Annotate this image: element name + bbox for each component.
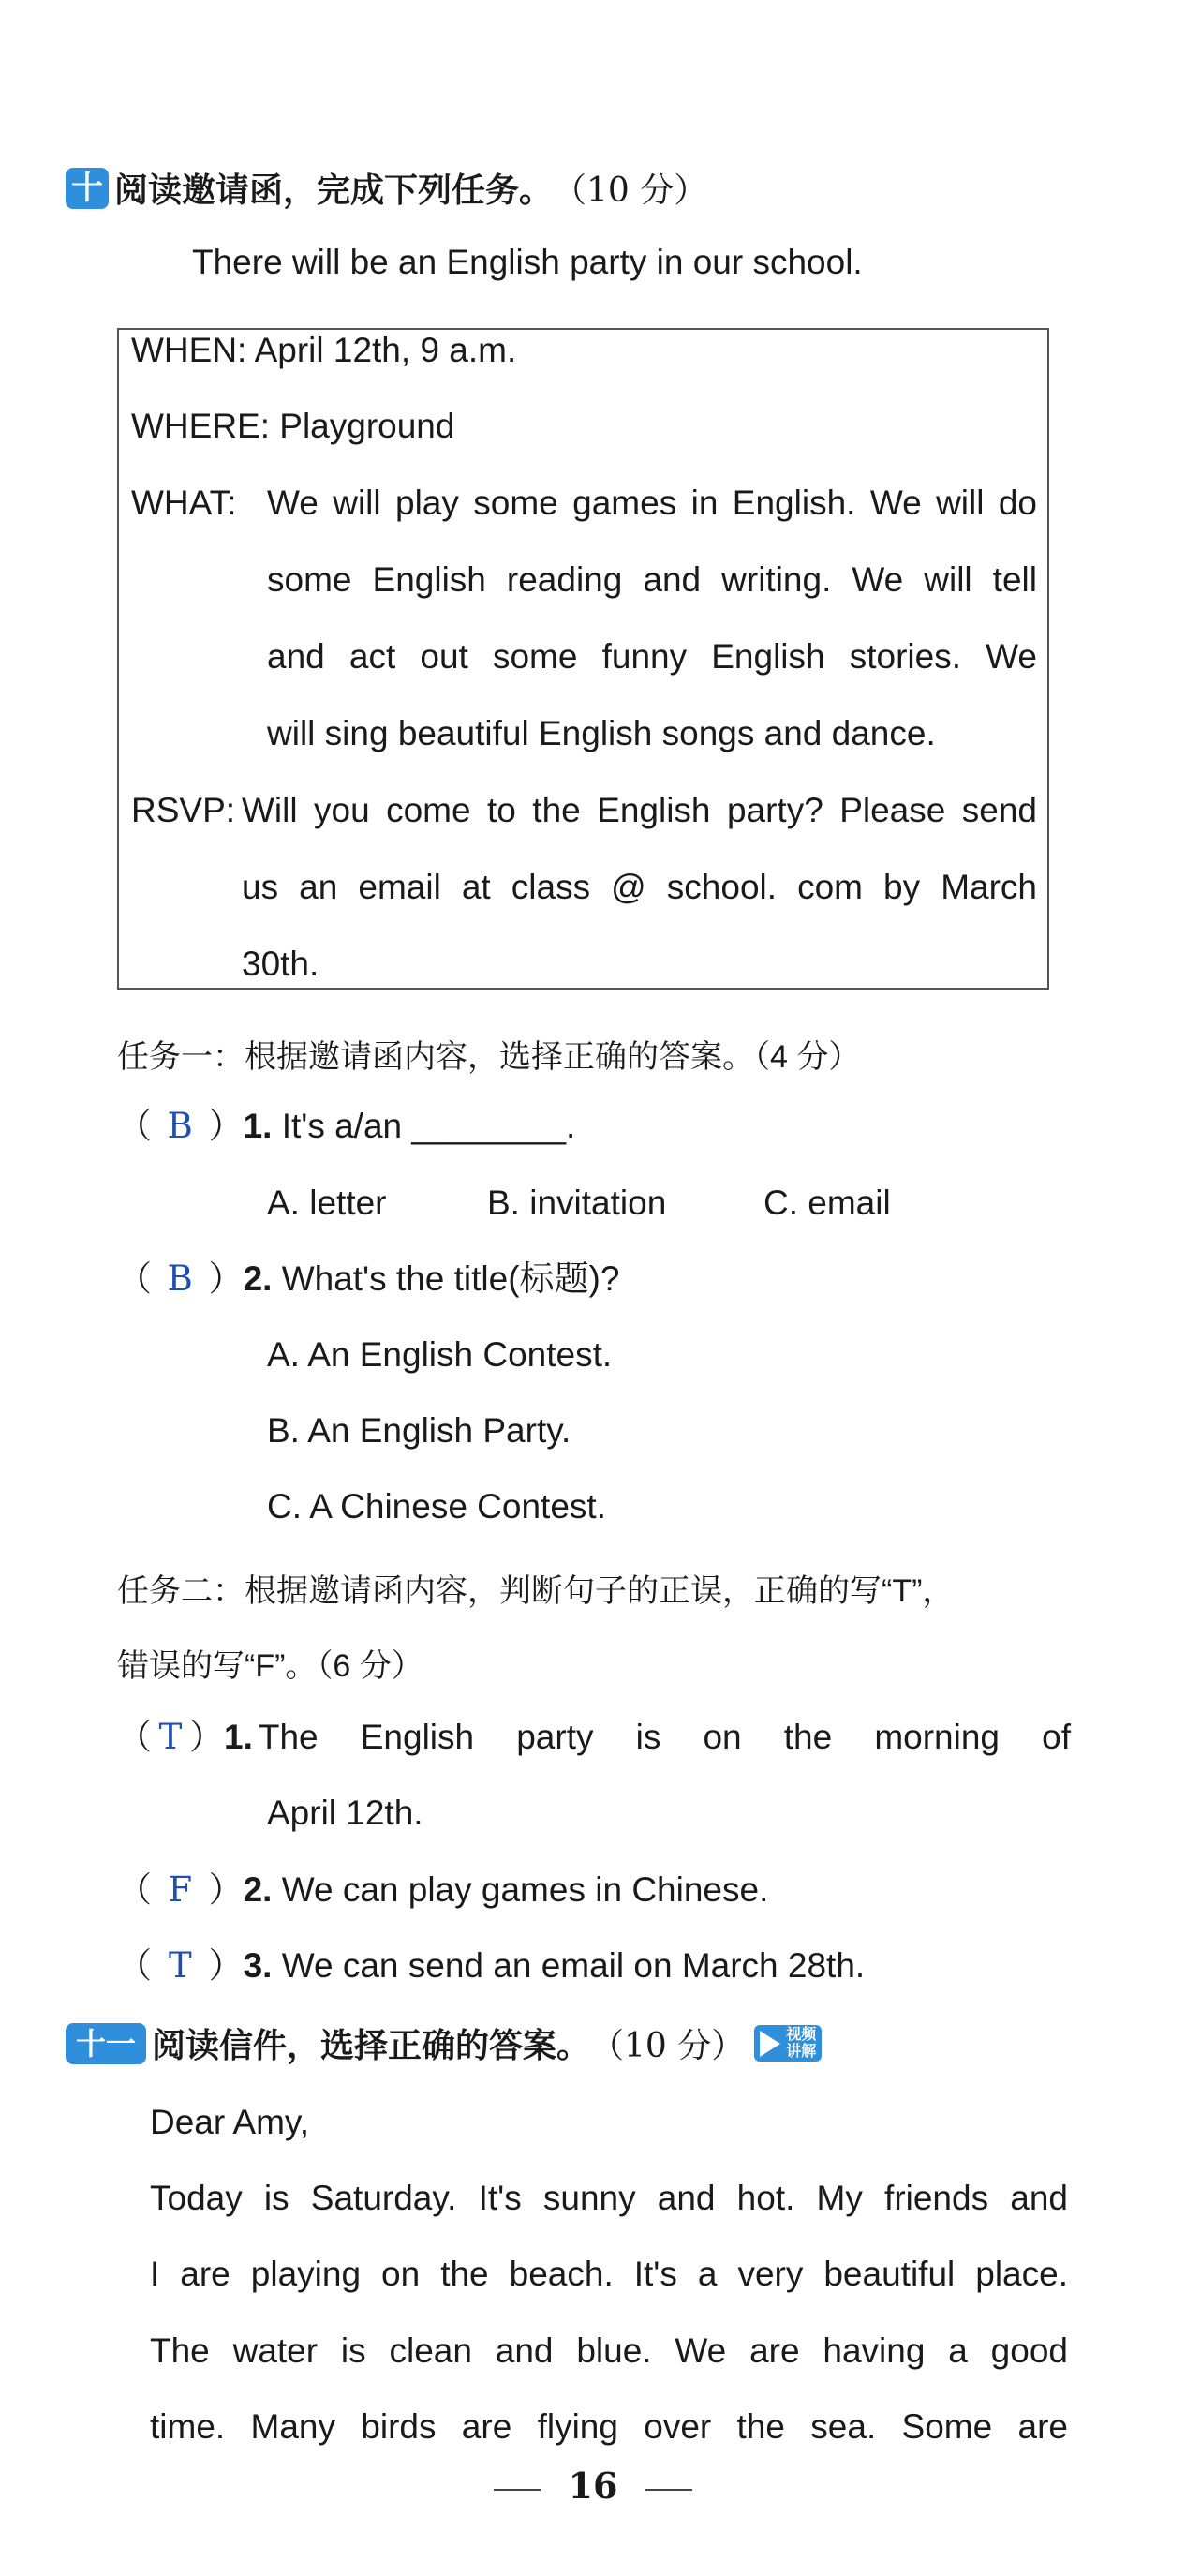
paren-close: ） — [208, 1259, 244, 1298]
paren-open: （ — [117, 1946, 152, 1985]
section-number-badge: 十 — [66, 168, 109, 209]
question-number: 2. — [243, 1870, 273, 1909]
answer-mark: F — [168, 1869, 193, 1910]
where-label: WHERE: — [131, 407, 270, 445]
task1-question-1 — [117, 1106, 575, 1147]
section-title: 阅读邀请函，完成下列任务。 — [114, 171, 554, 209]
letter-line: The water is clean and blue. We are having a good — [150, 2331, 1068, 2370]
page-number: 16 — [568, 2464, 618, 2507]
section-score: （10 分） — [553, 171, 708, 210]
invitation-where — [131, 406, 454, 447]
answer-mark: B — [167, 1258, 193, 1299]
paren-close: ） — [208, 1107, 244, 1145]
answer-mark: B — [167, 1106, 193, 1146]
letter-greeting: Dear Amy, — [150, 2103, 309, 2141]
paren-close: ） — [189, 1718, 224, 1756]
section-score: （10 分） — [590, 2027, 746, 2065]
paren-open: （ — [117, 1870, 152, 1909]
where-value: Playground — [279, 407, 455, 445]
when-label: WHEN: — [131, 331, 247, 369]
play-icon — [760, 2031, 780, 2057]
question-text: What's the title(标题)? — [281, 1259, 620, 1298]
footer-dash — [645, 2489, 692, 2491]
video-explanation-button[interactable] — [754, 2025, 822, 2062]
page-footer — [0, 2464, 1186, 2507]
task2-question-3 — [117, 1945, 865, 1987]
footer-dash — [494, 2489, 541, 2491]
answer-mark: T — [168, 1945, 192, 1986]
question-text: It's a/an ________. — [281, 1107, 576, 1145]
video-label: 讲解 — [786, 2043, 817, 2060]
option: A. An English Contest. — [267, 1335, 613, 1374]
intro-sentence: There will be an English party in our school. — [192, 243, 863, 281]
letter-line: I are playing on the beach. It's a very beautiful place. — [150, 2255, 1068, 2293]
paren-open: （ — [117, 1259, 152, 1298]
rsvp-line: Will you come to the English party? Please send — [242, 791, 1037, 829]
task2-heading-line-1: 任务二：根据邀请函内容，判断句子的正误，正确的写“T”， — [117, 1573, 955, 1609]
option: B. An English Party. — [267, 1411, 571, 1450]
what-label: WHAT: — [131, 484, 237, 522]
question-text: We can play games in Chinese. — [281, 1870, 769, 1909]
question-number: 3. — [243, 1946, 273, 1985]
rsvp-label: RSVP: — [131, 791, 236, 829]
task2-heading-line-2: 错误的写“F”。（6 分） — [117, 1648, 423, 1684]
section-11-heading — [66, 2019, 822, 2067]
section-number-badge: 十一 — [66, 2023, 146, 2064]
letter-line: time. Many birds are flying over the sea. Some are — [150, 2407, 1068, 2446]
rsvp-line: 30th. — [242, 945, 319, 983]
video-label: 视频 — [786, 2026, 817, 2043]
paren-close: ） — [208, 1870, 244, 1909]
question-text: The English party is on the morning of — [258, 1718, 1071, 1756]
option: C. A Chinese Contest. — [267, 1487, 606, 1526]
paren-close: ） — [208, 1946, 244, 1985]
task2-question-1 — [117, 1717, 1071, 1758]
question-text-continued: April 12th. — [267, 1794, 423, 1832]
task2-question-2 — [117, 1869, 768, 1911]
section-10-heading — [66, 164, 707, 212]
what-line: will sing beautiful English songs and dance. — [267, 714, 936, 752]
section-title: 阅读信件，选择正确的答案。 — [152, 2026, 591, 2064]
task1-question-2 — [117, 1258, 619, 1300]
option: C. email — [763, 1184, 891, 1222]
when-value: April 12th, 9 a.m. — [254, 331, 517, 369]
answer-mark: T — [158, 1717, 183, 1757]
invitation-when — [131, 330, 516, 371]
option: B. invitation — [487, 1184, 667, 1222]
what-line: We will play some games in English. We will do — [267, 484, 1037, 522]
what-line: some English reading and writing. We will tell — [267, 560, 1037, 599]
question-text: We can send an email on March 28th. — [281, 1946, 866, 1985]
option: A. letter — [267, 1184, 387, 1222]
what-line: and act out some funny English stories. We — [267, 637, 1037, 676]
rsvp-line: us an email at class @ school. com by March — [242, 868, 1037, 906]
question-number: 1. — [243, 1107, 273, 1145]
letter-line: Today is Saturday. It's sunny and hot. My friends and — [150, 2179, 1068, 2217]
question-number: 2. — [243, 1259, 273, 1298]
question-number: 1. — [224, 1718, 253, 1756]
task1-heading: 任务一：根据邀请函内容，选择正确的答案。（4 分） — [117, 1039, 861, 1075]
paren-open: （ — [117, 1107, 152, 1145]
paren-open: （ — [117, 1718, 152, 1756]
